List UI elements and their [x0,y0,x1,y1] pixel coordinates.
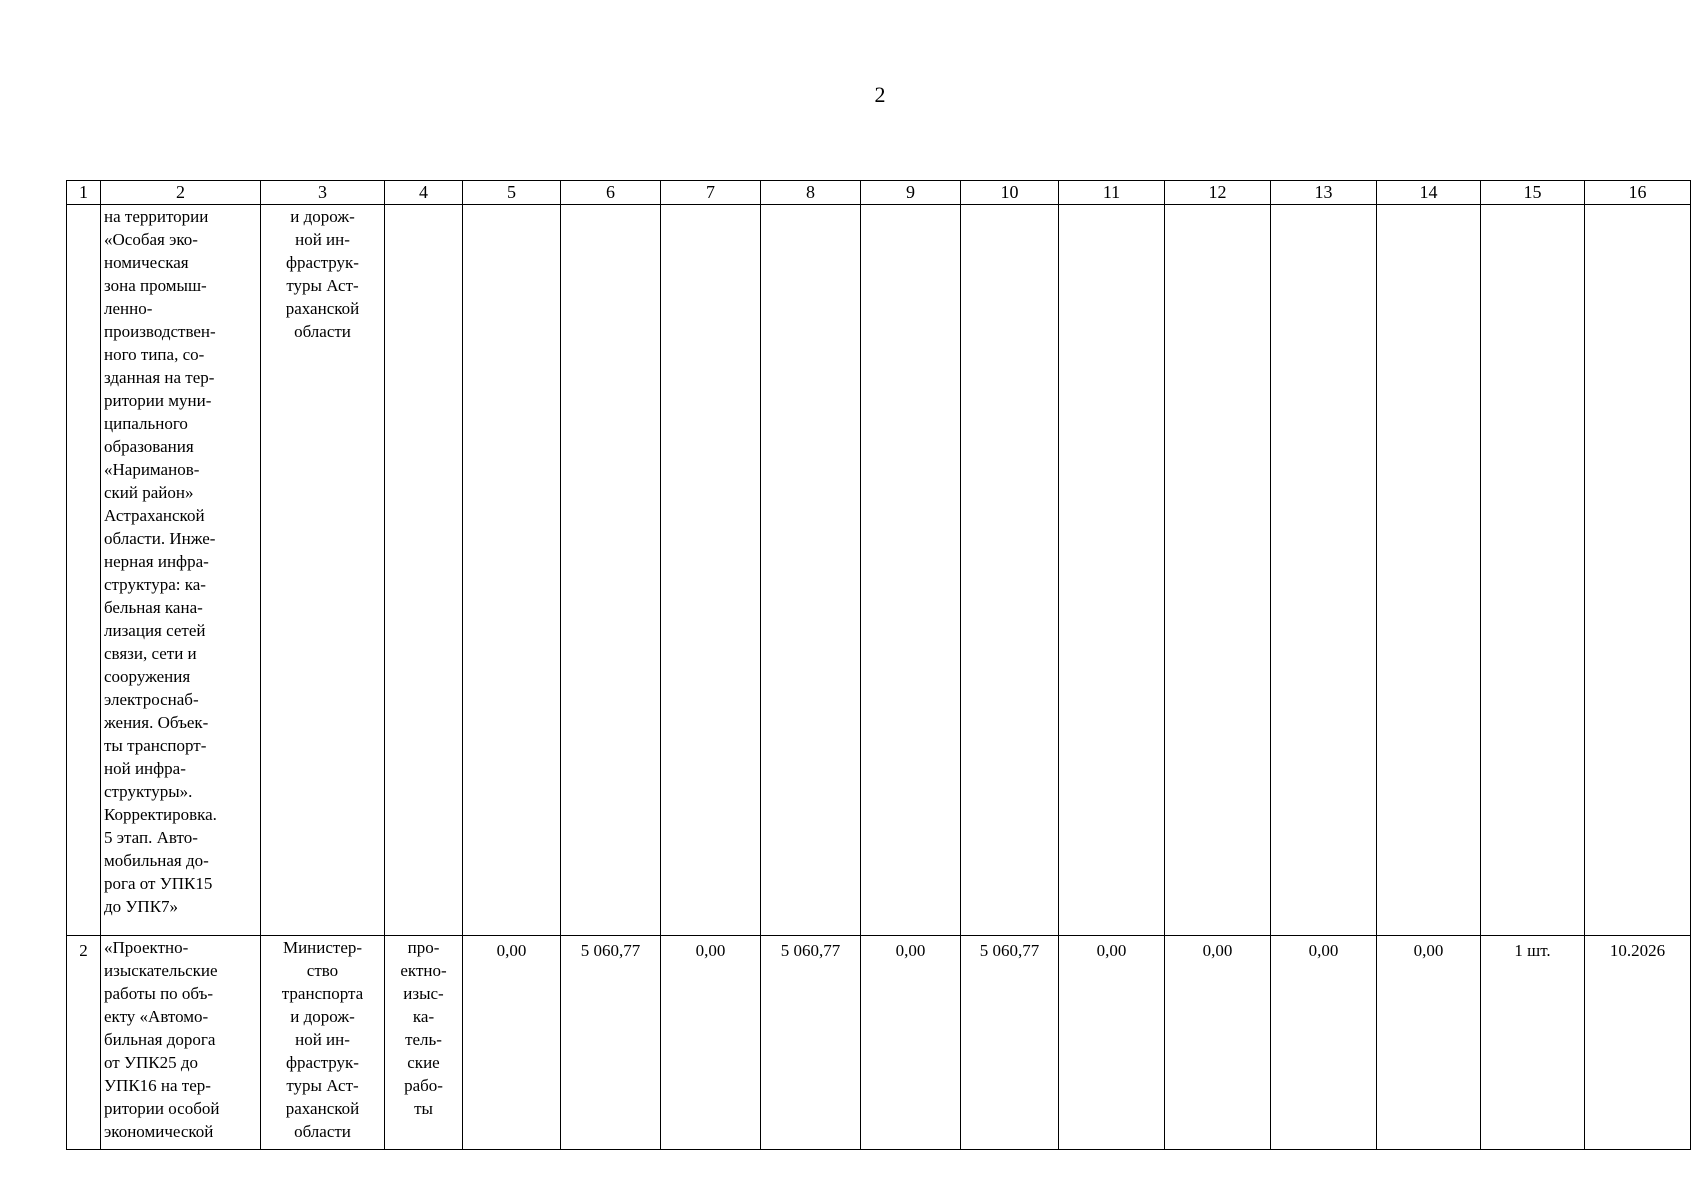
header-cell: 12 [1165,181,1271,205]
text-line: ты транспорт- [104,736,207,755]
header-cell: 7 [661,181,761,205]
text-line: области. Инже- [104,529,216,548]
text-line: зданная на тер- [104,368,215,387]
header-cell: 1 [67,181,101,205]
value-cell: 0,00 [1271,936,1377,1150]
text-line: мобильная до- [104,851,209,870]
text-line: сооружения [104,667,191,686]
text-line: образования [104,437,194,456]
object-name-cell [101,205,261,936]
text-line: ной ин- [295,1030,350,1049]
value-cell: 5 060,77 [761,936,861,1150]
empty-cell [1271,205,1377,936]
value-cell: 0,00 [861,936,961,1150]
text-line: производствен- [104,322,216,341]
responsible-cell [261,205,385,936]
text-line: ного типа, со- [104,345,205,364]
text-line: «Нариманов- [104,460,200,479]
empty-cell [1585,205,1691,936]
header-cell: 16 [1585,181,1691,205]
table-row [67,936,1691,1150]
text-line: бильная дорога [104,1030,216,1049]
header-cell: 15 [1481,181,1585,205]
value-cell: 0,00 [463,936,561,1150]
text-line: от УПК25 до [104,1053,199,1072]
text-line: структура: ка- [104,575,206,594]
text-line: номическая [104,253,189,272]
header-cell: 9 [861,181,961,205]
header-cell: 8 [761,181,861,205]
text-line: связи, сети и [104,644,197,663]
header-cell: 2 [101,181,261,205]
text-line: туры Аст- [286,276,359,295]
header-cell: 4 [385,181,463,205]
quantity-cell: 1 шт. [1481,936,1585,1150]
text-line: Министер- [282,938,363,957]
responsible-cell [261,936,385,1150]
text-line: раханской [285,299,360,318]
text-line: «Проектно- [104,938,189,957]
empty-cell [1481,205,1585,936]
header-cell: 11 [1059,181,1165,205]
text-line: туры Аст- [286,1076,359,1095]
text-line: екту «Автомо- [104,1007,209,1026]
empty-cell [661,205,761,936]
text-line: 5 этап. Авто- [104,828,198,847]
text-line: фраструк- [286,253,359,272]
value-cell: 5 060,77 [961,936,1059,1150]
text-line: Корректировка. [104,805,217,824]
text-line: зона промыш- [104,276,207,295]
text-line: лизация сетей [104,621,206,640]
text-line: ство [306,961,339,980]
text-line: и дорож- [290,207,355,226]
text-line: «Особая эко- [104,230,198,249]
empty-cell [385,205,463,936]
text-line: области [294,1122,351,1141]
empty-cell [761,205,861,936]
value-cell: 5 060,77 [561,936,661,1150]
deadline-cell: 10.2026 [1585,936,1691,1150]
text-line: изыс- [403,984,444,1003]
text-line: работы по объ- [104,984,214,1003]
text-line: ной ин- [295,230,350,249]
text-line: ектно- [400,961,447,980]
value-cell: 0,00 [1165,936,1271,1150]
header-row [67,181,1691,205]
text-line: до УПК7» [104,897,179,916]
text-line: ка- [412,1007,435,1026]
text-line: области [294,322,351,341]
text-line: раханской [285,1099,360,1118]
text-line: электроснаб- [104,690,199,709]
header-cell: 14 [1377,181,1481,205]
row-number-cell: 2 [67,936,101,1150]
text-line: изыскательские [104,961,218,980]
header-cell: 6 [561,181,661,205]
row-number-cell [67,205,101,936]
value-cell: 0,00 [661,936,761,1150]
text-line: бельная кана- [104,598,203,617]
text-line: тель- [405,1030,442,1049]
text-line: ной инфра- [104,759,186,778]
text-line: ципального [104,414,188,433]
empty-cell [961,205,1059,936]
text-line: транспорта [281,984,364,1003]
text-line: ты [414,1099,433,1118]
header-cell: 10 [961,181,1059,205]
header-cell: 13 [1271,181,1377,205]
text-line: ритории особой [104,1099,220,1118]
table-row [67,205,1691,936]
empty-cell [861,205,961,936]
text-line: структуры». [104,782,193,801]
empty-cell [1165,205,1271,936]
value-cell: 0,00 [1059,936,1165,1150]
empty-cell [1059,205,1165,936]
text-line: рога от УПК15 [104,874,213,893]
empty-cell [1377,205,1481,936]
text-line: ленно- [104,299,153,318]
object-name-cell [101,936,261,1150]
page-number: 2 [874,82,886,107]
text-line: жения. Объек- [104,713,209,732]
empty-cell [561,205,661,936]
text-line: ские [407,1053,440,1072]
value-cell: 0,00 [1377,936,1481,1150]
text-line: рабо- [404,1076,443,1095]
work-type-cell [385,936,463,1150]
text-line: ритории муни- [104,391,212,410]
text-line: про- [407,938,440,957]
text-line: нерная инфра- [104,552,209,571]
program-table [66,180,1691,1150]
header-cell: 5 [463,181,561,205]
text-line: ский район» [104,483,194,502]
text-line: фраструк- [286,1053,359,1072]
text-line: экономической [104,1122,214,1141]
text-line: Астраханской [104,506,205,525]
text-line: на территории [104,207,209,226]
text-line: и дорож- [290,1007,355,1026]
text-line: УПК16 на тер- [104,1076,211,1095]
header-cell: 3 [261,181,385,205]
empty-cell [463,205,561,936]
